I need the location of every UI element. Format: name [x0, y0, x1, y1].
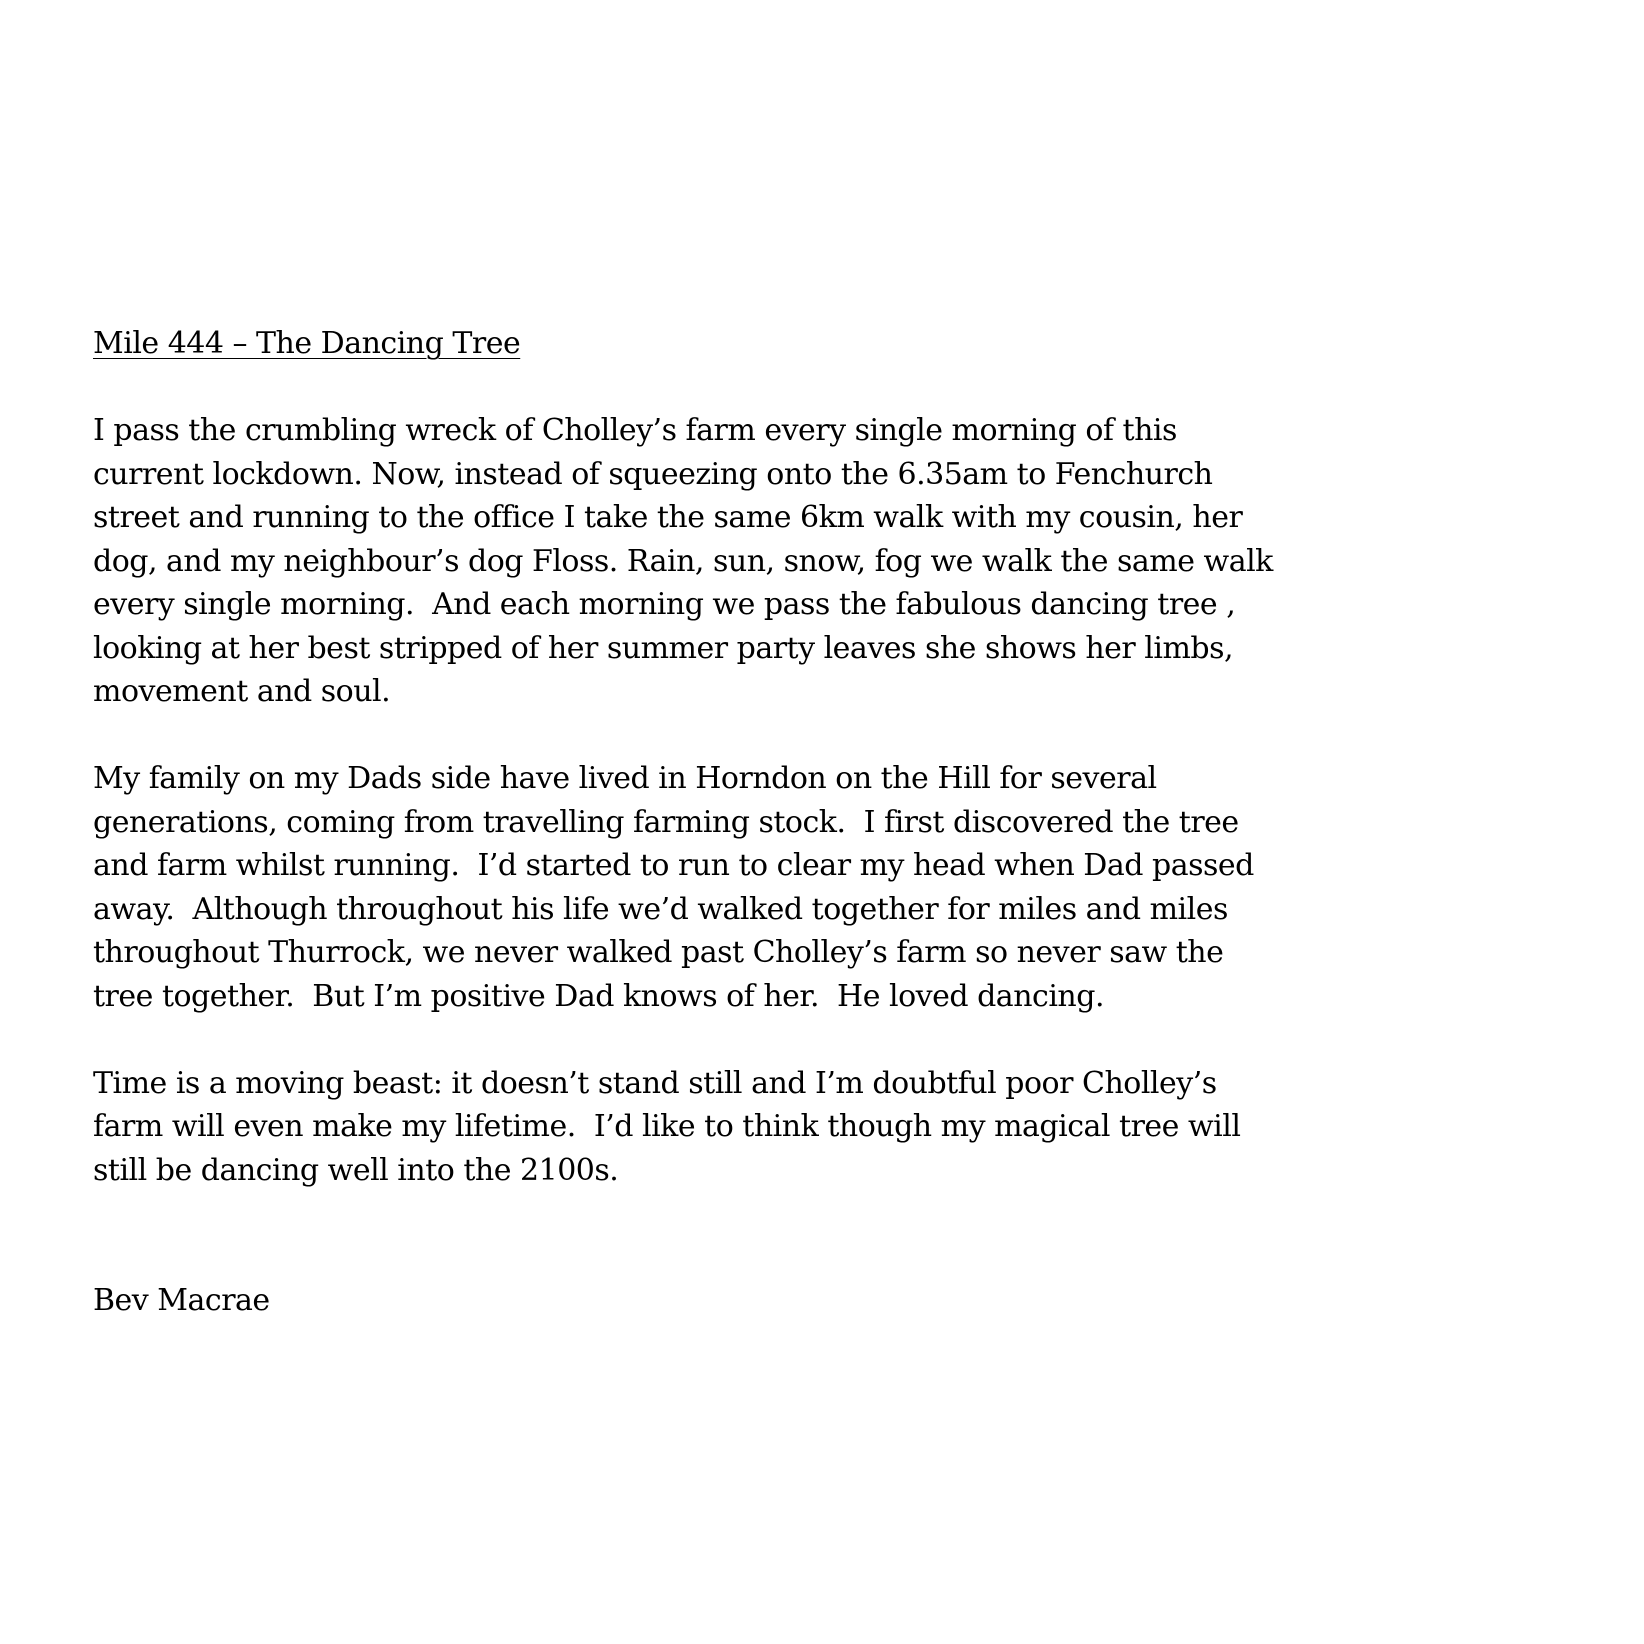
- text-line: I pass the crumbling wreck of Cholley’s farm every single morning of this: [93, 413, 1177, 448]
- paragraph-2: [93, 757, 1633, 1018]
- paragraph-1: [93, 409, 1633, 714]
- text-line: street and running to the office I take the same 6km walk with my cousin, her: [93, 500, 1243, 535]
- document-title: Mile 444 – The Dancing Tree: [93, 326, 521, 361]
- text-line: away. Although throughout his life we’d walked together for miles and miles: [93, 891, 1228, 927]
- text-line: every single morning. And each morning we pass the fabulous dancing tree ,: [93, 587, 1236, 622]
- spacer: [93, 1192, 1633, 1279]
- text-line: and farm whilst running. I’d started to run to clear my head when Dad passed: [93, 848, 1254, 883]
- text-line: still be dancing well into the 2100s.: [93, 1152, 619, 1188]
- document-body: [93, 322, 1633, 1323]
- text-line: tree together. But I’m positive Dad knows of her. He loved dancing.: [93, 978, 1104, 1014]
- paragraph-3: [93, 1062, 1633, 1193]
- text-line: farm will even make my lifetime. I’d like to think though my magical tree will: [93, 1109, 1241, 1144]
- text-line: generations, coming from travelling farming stock. I first discovered the tree: [93, 804, 1239, 840]
- spacer: [93, 1018, 1633, 1062]
- text-line: looking at her best stripped of her summer party leaves she shows her limbs,: [93, 630, 1234, 666]
- text-line: current lockdown. Now, instead of squeezing onto the 6.35am to Fenchurch: [93, 456, 1213, 492]
- text-line: My family on my Dads side have lived in Horndon on the Hill for several: [93, 761, 1157, 796]
- spacer: [93, 714, 1633, 758]
- text-line: Time is a moving beast: it doesn’t stand still and I’m doubtful poor Cholley’s: [93, 1065, 1217, 1101]
- author-signature: Bev Macrae: [93, 1283, 270, 1318]
- text-line: dog, and my neighbour’s dog Floss. Rain, sun, snow, fog we walk the same walk: [93, 543, 1273, 579]
- text-line: movement and soul.: [93, 674, 391, 709]
- text-line: throughout Thurrock, we never walked past Cholley’s farm so never saw the: [93, 935, 1224, 970]
- spacer: [93, 366, 1633, 410]
